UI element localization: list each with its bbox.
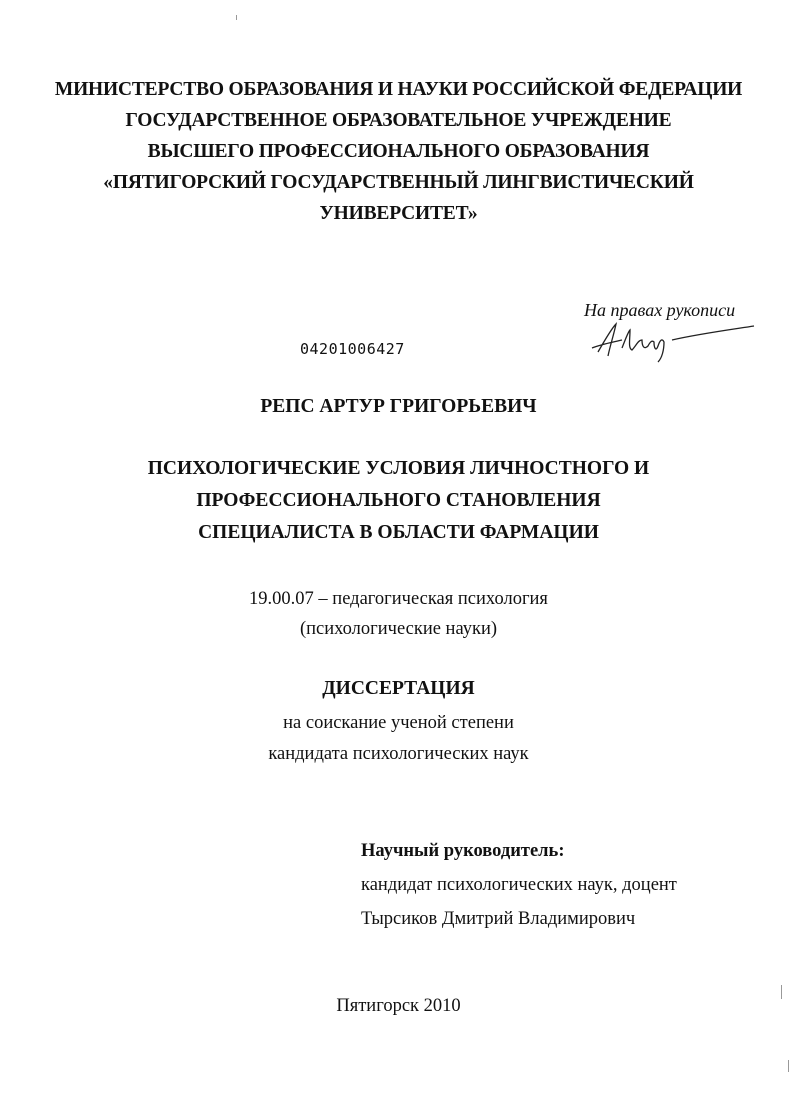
- signature: [588, 318, 758, 366]
- specialty-line: 19.00.07 – педагогическая психология: [249, 589, 548, 609]
- specialty-line: (психологические науки): [299, 619, 498, 639]
- title-line: ПРОФЕССИОНАЛЬНОГО СТАНОВЛЕНИЯ: [196, 490, 601, 511]
- manuscript-note: На правах рукописи: [584, 300, 736, 320]
- place-year: Пятигорск 2010: [336, 996, 461, 1016]
- scan-speck: [788, 1060, 789, 1072]
- title-line: ПСИХОЛОГИЧЕСКИЕ УСЛОВИЯ ЛИЧНОСТНОГО И: [147, 458, 650, 479]
- dissertation-heading: ДИССЕРТАЦИЯ: [322, 678, 475, 699]
- header-line: «ПЯТИГОРСКИЙ ГОСУДАРСТВЕННЫЙ ЛИНГВИСТИЧЕСКИЙ: [103, 172, 694, 193]
- supervisor-name: Тырсиков Дмитрий Владимирович: [361, 909, 636, 929]
- institution-header: [0, 74, 797, 229]
- author-name: РЕПС АРТУР ГРИГОРЬЕВИЧ: [260, 396, 537, 417]
- title-line: СПЕЦИАЛИСТА В ОБЛАСТИ ФАРМАЦИИ: [198, 522, 599, 543]
- dissertation-title: [0, 453, 797, 549]
- scan-speck: [781, 985, 782, 999]
- specialty: [0, 584, 797, 644]
- supervisor-label: Научный руководитель:: [361, 841, 565, 861]
- inventory-number: 04201006427: [300, 340, 405, 358]
- header-line: УНИВЕРСИТЕТ»: [319, 203, 478, 224]
- header-line: ВЫСШЕГО ПРОФЕССИОНАЛЬНОГО ОБРАЗОВАНИЯ: [147, 141, 650, 162]
- degree-line: на соискание ученой степени: [283, 713, 514, 733]
- header-line: МИНИСТЕРСТВО ОБРАЗОВАНИЯ И НАУКИ РОССИЙСКОЙ ФЕДЕРАЦИИ: [54, 79, 743, 100]
- scan-speck: [236, 15, 237, 20]
- degree-statement: [0, 708, 797, 770]
- degree-line: кандидата психологических наук: [268, 744, 529, 764]
- header-line: ГОСУДАРСТВЕННОЕ ОБРАЗОВАТЕЛЬНОЕ УЧРЕЖДЕНИЕ: [125, 110, 672, 131]
- supervisor-degree: кандидат психологических наук, доцент: [361, 875, 677, 895]
- supervisor-block: [361, 834, 677, 936]
